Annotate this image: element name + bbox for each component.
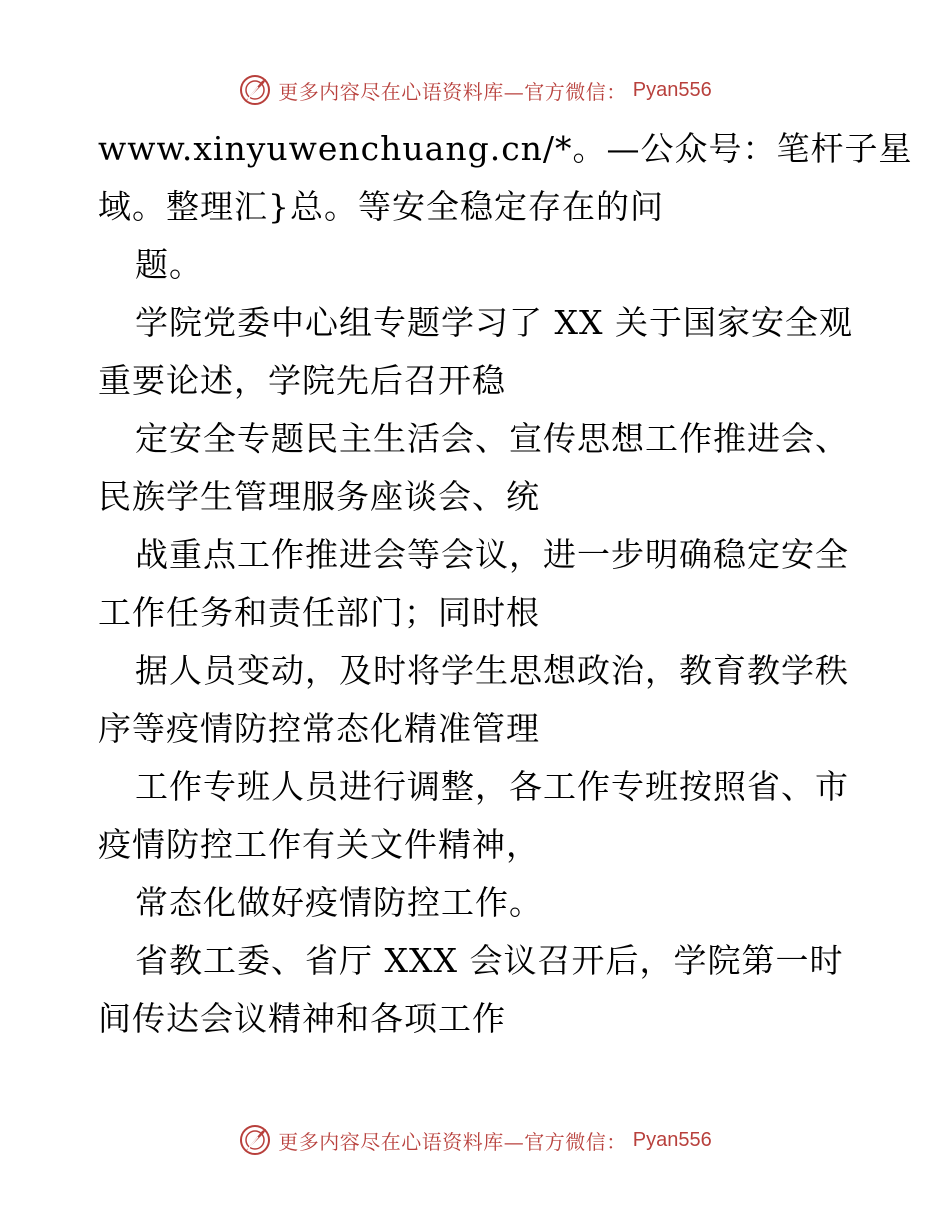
text-line: 疫情防控工作有关文件精神，	[98, 825, 540, 864]
document-body	[98, 120, 913, 1048]
banner-account: Pyan556	[632, 1128, 712, 1151]
text-line: 省教工委、省厅 XXX 会议召开后，学院第一时	[135, 941, 844, 980]
quill-logo-icon	[238, 1123, 272, 1157]
text-line: 战重点工作推进会等会议，进一步明确稳定安全	[135, 535, 849, 574]
text-line: 工作任务和责任部门；同时根	[98, 593, 540, 632]
footer-banner	[0, 1120, 950, 1160]
text-line: 常态化做好疫情防控工作。	[135, 883, 543, 922]
header-banner	[0, 70, 950, 110]
text-line: 域。整理汇}总。等安全稳定存在的问	[98, 187, 664, 226]
banner-account: Pyan556	[632, 78, 712, 101]
text-line: www.xinyuwenchuang.cn/*。—公众号：笔杆子星	[98, 129, 913, 168]
text-line: 学院党委中心组专题学习了 XX 关于国家安全观	[135, 303, 853, 342]
text-line: 间传达会议精神和各项工作	[98, 999, 506, 1038]
text-line: 据人员变动，及时将学生思想政治，教育教学秩	[135, 651, 849, 690]
banner-text: 更多内容尽在心语资料库—官方微信：	[278, 79, 627, 104]
text-line: 民族学生管理服务座谈会、统	[98, 477, 540, 516]
text-line: 定安全专题民主生活会、宣传思想工作推进会、	[135, 419, 849, 458]
quill-logo-icon	[238, 73, 272, 107]
text-line: 序等疫情防控常态化精准管理	[98, 709, 540, 748]
text-line: 重要论述，学院先后召开稳	[98, 361, 506, 400]
text-line: 题。	[135, 245, 203, 284]
banner-text: 更多内容尽在心语资料库—官方微信：	[278, 1129, 627, 1154]
text-line: 工作专班人员进行调整，各工作专班按照省、市	[135, 767, 849, 806]
